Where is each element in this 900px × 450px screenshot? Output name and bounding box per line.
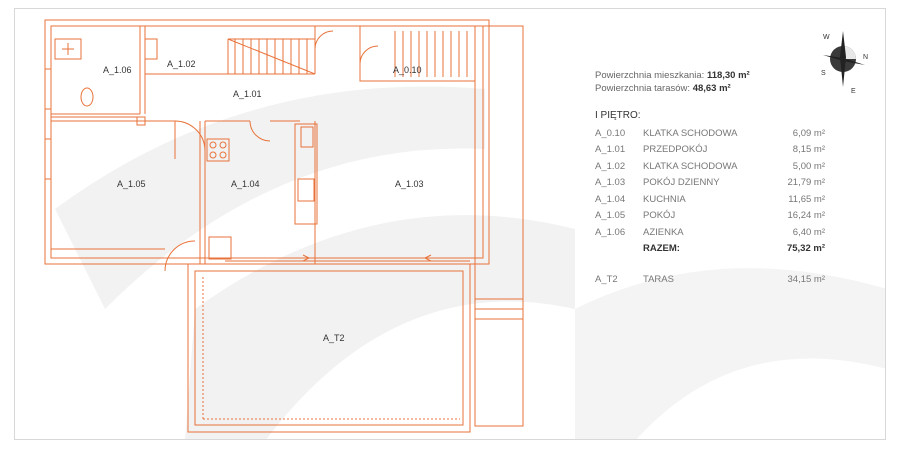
label-a010: A_0.10	[393, 65, 422, 75]
room-table	[595, 125, 825, 257]
terrace-table	[595, 271, 825, 288]
total-area: 75,32 m²	[786, 243, 825, 255]
room-area: 6,09 m²	[792, 127, 825, 139]
label-at2: A_T2	[323, 333, 345, 343]
room-name: POKÓJ	[643, 210, 676, 222]
compass-e: E	[851, 88, 856, 95]
compass-w: W	[823, 34, 830, 41]
terrace-area-label: Powierzchnia tarasów:	[595, 83, 691, 94]
room-area: 8,15 m²	[792, 144, 825, 156]
room-code: A_0.10	[595, 127, 626, 139]
floor-plan	[15, 9, 575, 440]
toilet	[81, 88, 93, 106]
label-a102: A_1.02	[167, 59, 196, 69]
balcony-strip	[475, 26, 523, 426]
label-a105: A_1.05	[117, 179, 146, 189]
room-name: PRZEDPOKÓJ	[643, 144, 708, 156]
room-area: 6,40 m²	[792, 226, 825, 238]
room-area: 21,79 m²	[787, 177, 825, 189]
fridge	[209, 237, 231, 259]
compass-n: N	[863, 54, 869, 61]
terrace-area-row	[595, 82, 835, 95]
room-name: KLATKA SCHODOWA	[643, 127, 738, 139]
living-area-row	[595, 69, 835, 82]
kitchen-sink	[298, 179, 314, 201]
room-area: 16,24 m²	[787, 210, 825, 222]
room-row	[595, 142, 825, 159]
stairs-a102	[228, 39, 315, 74]
terrace-outline	[188, 264, 470, 432]
label-a106: A_1.06	[103, 65, 132, 75]
room-row	[595, 175, 825, 192]
terrace-code: A_T2	[595, 273, 618, 285]
area-summary-panel	[595, 69, 835, 288]
plan-card	[14, 8, 886, 440]
room-name: AZIENKA	[643, 226, 684, 238]
total-row	[595, 241, 825, 258]
room-code: A_1.03	[595, 177, 626, 189]
room-area: 11,65 m²	[788, 193, 825, 205]
label-a103: A_1.03	[395, 179, 424, 189]
room-name: POKÓJ DZIENNY	[643, 177, 720, 189]
door-swing-terrace	[165, 241, 195, 271]
terrace-inner	[195, 271, 463, 425]
room-row	[595, 125, 825, 142]
room-code: A_1.06	[595, 226, 626, 238]
living-area-label: Powierzchnia mieszkania:	[595, 70, 705, 81]
section-title: I PIĘTRO:	[595, 110, 641, 121]
sink	[145, 39, 157, 59]
total-label: RAZEM:	[643, 243, 680, 255]
room-name: KUCHNIA	[643, 193, 686, 205]
terrace-area: 34,15 m²	[787, 273, 825, 285]
label-a101: A_1.01	[233, 89, 262, 99]
room-row	[595, 191, 825, 208]
room-row	[595, 158, 825, 175]
room-code: A_1.01	[595, 144, 626, 156]
terrace-name: TARAS	[643, 273, 674, 285]
room-code: A_1.02	[595, 160, 626, 172]
compass-s: S	[821, 70, 826, 77]
stove	[207, 139, 229, 161]
terrace-area-value: 48,63 m²	[692, 83, 731, 94]
room-code: A_1.05	[595, 210, 626, 222]
door-swing-stair	[315, 31, 333, 49]
kitchen-counter	[295, 124, 317, 224]
room-name: KLATKA SCHODOWA	[643, 160, 738, 172]
room-row	[595, 224, 825, 241]
room-area: 5,00 m²	[792, 160, 825, 172]
room-row	[595, 208, 825, 225]
label-a104: A_1.04	[231, 179, 260, 189]
room-code: A_1.04	[595, 193, 626, 205]
living-area-value: 118,30 m²	[706, 70, 750, 81]
terrace-row	[595, 271, 825, 288]
